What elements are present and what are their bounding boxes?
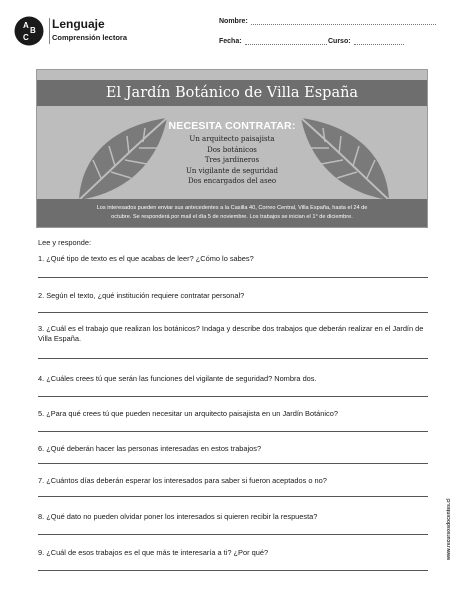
answer-line-3[interactable] [38, 358, 428, 359]
course-label: Curso: [328, 38, 351, 45]
position-item: Dos encargados del aseo [187, 177, 277, 185]
question-7: 7. ¿Cuántos días deberán esperar los interesados para saber si fueron aceptados o no? [38, 476, 327, 485]
answer-line-6[interactable] [38, 463, 428, 464]
course-field[interactable] [328, 36, 404, 45]
position-item: Un arquitecto paisajista [189, 135, 275, 143]
positions-list [37, 134, 427, 187]
date-field[interactable] [219, 36, 327, 45]
website-text: www.recursosdocentes.cl [446, 498, 452, 560]
subject-title: Lenguaje [52, 17, 105, 31]
header-divider [49, 18, 50, 44]
position-item: Dos botánicos [207, 145, 257, 154]
poster-title: El Jardín Botánico de Villa España [37, 80, 427, 106]
answer-line-4[interactable] [38, 396, 428, 397]
question-1: 1. ¿Qué tipo de texto es el que acabas de leer? ¿Cómo lo sabes? [38, 254, 254, 263]
answer-line-7[interactable] [38, 496, 428, 497]
abc-logo [14, 16, 44, 46]
date-label: Fecha: [219, 38, 242, 45]
subject-subtitle: Comprensión lectora [52, 33, 128, 42]
position-item: Un vigilante de seguridad [186, 166, 278, 175]
course-line[interactable] [354, 36, 404, 45]
instructions: Lee y responde: [38, 238, 92, 247]
question-2: 2. Según el texto, ¿qué institución requiere contratar personal? [38, 291, 245, 300]
answer-line-2[interactable] [38, 312, 428, 313]
website-credit [446, 480, 454, 560]
poster-heading: NECESITA CONTRATAR: [168, 120, 296, 132]
question-4: 4. ¿Cuáles crees tú que serán las funciones del vigilante de seguridad? Nombra dos. [38, 374, 317, 383]
position-item: Tres jardineros [204, 156, 260, 164]
logo-letter-b: B [30, 26, 36, 35]
question-8: 8. ¿Qué dato no pueden olvidar poner los interesados si quieren recibir la respuesta? [38, 512, 318, 521]
question-6: 6. ¿Qué deberán hacer las personas interesadas en estos trabajos? [38, 444, 262, 453]
question-5: 5. ¿Para qué crees tú que pueden necesitar un arquitecto paisajista en un Jardín Botánico? [38, 409, 338, 418]
logo-letter-a: A [23, 21, 29, 30]
date-line[interactable] [245, 36, 327, 45]
name-field[interactable] [219, 16, 436, 25]
job-poster [36, 69, 428, 228]
poster-footer [37, 199, 427, 227]
logo-letter-c: C [23, 33, 29, 42]
answer-line-5[interactable] [38, 431, 428, 432]
question-9: 9. ¿Cuál de esos trabajos es el que más te interesaría a ti? ¿Por qué? [38, 548, 269, 557]
answer-line-8[interactable] [38, 534, 428, 535]
question-3: 3. ¿Cuál es el trabajo que realizan los botánicos? Indaga y describe dos trabajos que deberán realizar en el Jardín de Villa España. [38, 324, 424, 343]
poster-footer-line: octubre. Se responderá por mail el día 5 de noviembre. Los trabajos se inician el 1° de diciembre. [111, 213, 353, 220]
poster-footer-line: Los interesados pueden enviar sus antecedentes a la Casilla 40, Correo Central, Villa España, hasta el 24 de [96, 205, 368, 211]
name-line[interactable] [251, 16, 436, 25]
answer-line-9[interactable] [38, 570, 428, 571]
name-label: Nombre: [219, 18, 248, 25]
answer-line-1[interactable] [38, 277, 428, 278]
